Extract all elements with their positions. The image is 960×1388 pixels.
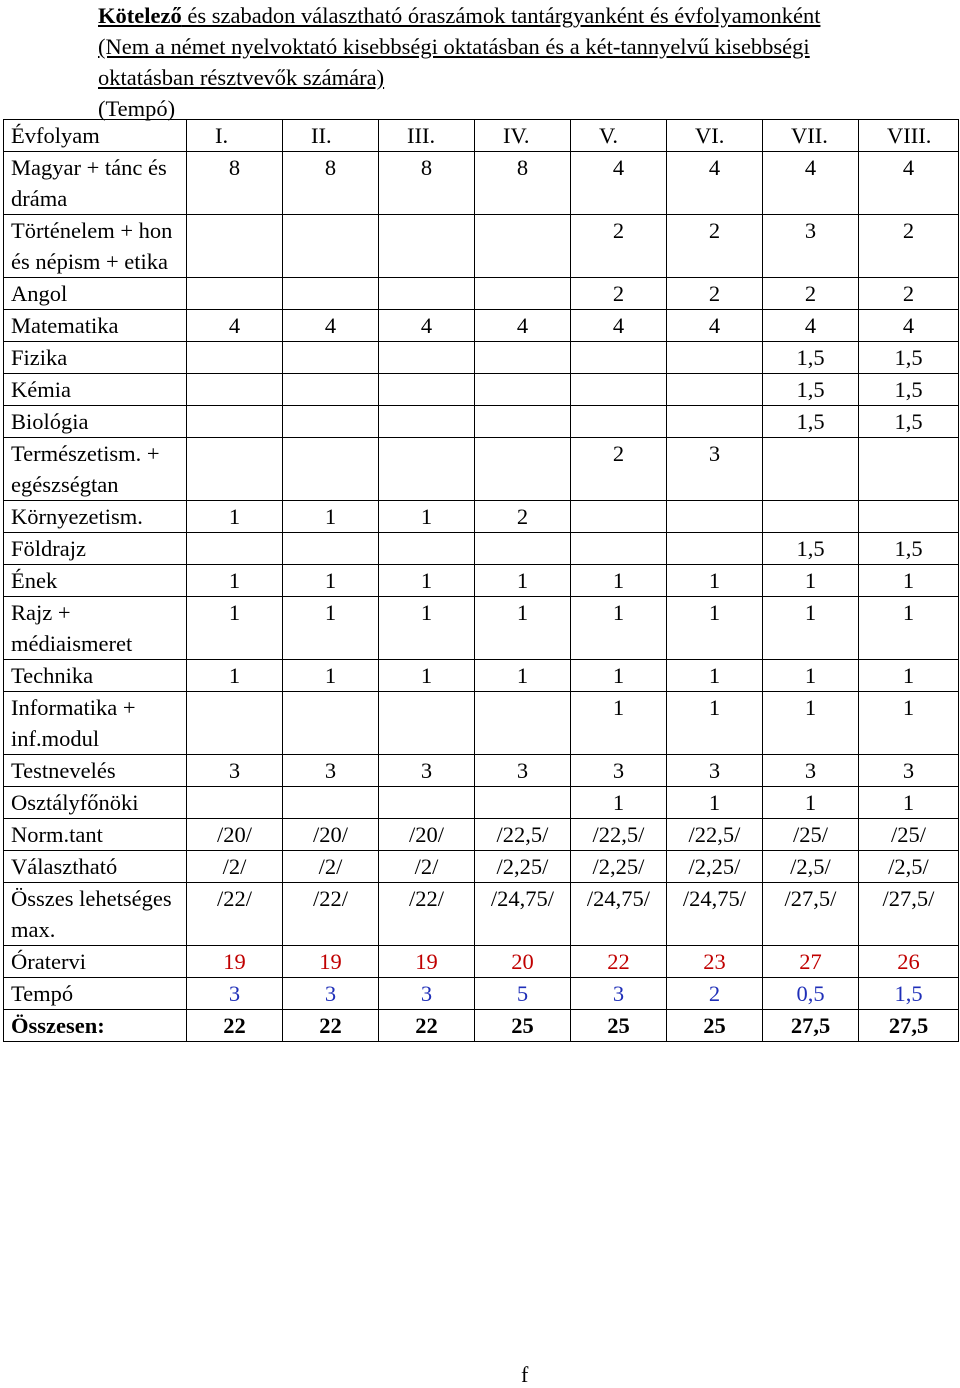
table-row bbox=[4, 215, 959, 278]
hours-cell: 4 bbox=[379, 310, 475, 342]
hours-cell: 3 bbox=[667, 755, 763, 787]
hours-cell: 25 bbox=[475, 1010, 571, 1042]
schedule-table bbox=[3, 119, 959, 1042]
hours-cell: /24,75/ bbox=[475, 883, 571, 946]
hours-cell: 1 bbox=[187, 565, 283, 597]
hours-cell bbox=[283, 787, 379, 819]
hours-cell: 8 bbox=[379, 152, 475, 215]
hours-cell bbox=[475, 278, 571, 310]
hours-cell bbox=[475, 533, 571, 565]
column-header-grade: IV. bbox=[475, 120, 571, 152]
hours-cell: 2 bbox=[763, 278, 859, 310]
hours-cell: 5 bbox=[475, 978, 571, 1010]
hours-cell bbox=[475, 215, 571, 278]
subject-label: Norm.tant bbox=[4, 819, 187, 851]
hours-cell: 3 bbox=[571, 755, 667, 787]
hours-cell: 1 bbox=[667, 692, 763, 755]
hours-cell: /22/ bbox=[283, 883, 379, 946]
hours-cell: 1 bbox=[283, 501, 379, 533]
table-row bbox=[4, 152, 959, 215]
hours-cell: 2 bbox=[571, 438, 667, 501]
hours-cell bbox=[283, 692, 379, 755]
hours-cell: 4 bbox=[571, 152, 667, 215]
hours-cell bbox=[667, 374, 763, 406]
table-row bbox=[4, 819, 959, 851]
hours-cell: /25/ bbox=[859, 819, 959, 851]
hours-cell: 1 bbox=[379, 501, 475, 533]
hours-cell: 1 bbox=[475, 660, 571, 692]
hours-cell: 1 bbox=[763, 660, 859, 692]
hours-cell: 2 bbox=[475, 501, 571, 533]
hours-cell: /2/ bbox=[187, 851, 283, 883]
hours-cell: 4 bbox=[763, 310, 859, 342]
hours-cell: /2,25/ bbox=[667, 851, 763, 883]
subject-label: Angol bbox=[4, 278, 187, 310]
hours-cell bbox=[859, 438, 959, 501]
hours-cell: 25 bbox=[571, 1010, 667, 1042]
table-row bbox=[4, 501, 959, 533]
subject-label: Technika bbox=[4, 660, 187, 692]
hours-cell bbox=[379, 438, 475, 501]
document-header bbox=[98, 0, 958, 124]
hours-cell: 2 bbox=[571, 278, 667, 310]
hours-cell bbox=[571, 533, 667, 565]
hours-cell: /2/ bbox=[283, 851, 379, 883]
hours-cell: 1 bbox=[667, 597, 763, 660]
hours-cell bbox=[667, 406, 763, 438]
hours-cell: 22 bbox=[571, 946, 667, 978]
hours-cell bbox=[187, 342, 283, 374]
hours-cell: 3 bbox=[187, 978, 283, 1010]
hours-cell bbox=[187, 438, 283, 501]
column-header-grade: VII. bbox=[763, 120, 859, 152]
hours-cell bbox=[283, 438, 379, 501]
hours-cell: 19 bbox=[187, 946, 283, 978]
hours-cell: 1 bbox=[283, 597, 379, 660]
hours-cell: 4 bbox=[763, 152, 859, 215]
subject-label: Összesen: bbox=[4, 1010, 187, 1042]
header-line-4: (Tempó) bbox=[98, 96, 176, 121]
hours-cell bbox=[379, 278, 475, 310]
hours-cell: /20/ bbox=[283, 819, 379, 851]
hours-cell: /22/ bbox=[187, 883, 283, 946]
hours-cell bbox=[475, 374, 571, 406]
hours-cell: 1 bbox=[667, 660, 763, 692]
hours-cell bbox=[379, 215, 475, 278]
hours-cell: 1 bbox=[763, 692, 859, 755]
hours-cell bbox=[763, 438, 859, 501]
hours-cell: 3 bbox=[571, 978, 667, 1010]
header-line-2: (Nem a német nyelvoktató kisebbségi oktatásban és a két-tannyelvű kisebbségi bbox=[98, 34, 810, 59]
hours-cell: 2 bbox=[667, 215, 763, 278]
subject-label: Tempó bbox=[4, 978, 187, 1010]
hours-cell: 1,5 bbox=[859, 978, 959, 1010]
table-row bbox=[4, 660, 959, 692]
hours-cell: 27,5 bbox=[763, 1010, 859, 1042]
hours-cell: 1 bbox=[283, 660, 379, 692]
hours-cell: 4 bbox=[571, 310, 667, 342]
hours-cell: 2 bbox=[571, 215, 667, 278]
header-line-1-rest: és szabadon választható óraszámok tantárgyanként és évfolyamonként bbox=[181, 3, 821, 28]
hours-cell: 1 bbox=[571, 660, 667, 692]
hours-cell: 4 bbox=[859, 310, 959, 342]
hours-cell: /24,75/ bbox=[571, 883, 667, 946]
hours-cell: 4 bbox=[667, 310, 763, 342]
hours-cell bbox=[571, 342, 667, 374]
hours-cell: 1 bbox=[475, 565, 571, 597]
hours-cell: 1 bbox=[379, 660, 475, 692]
hours-cell bbox=[571, 406, 667, 438]
hours-cell: 1,5 bbox=[763, 533, 859, 565]
hours-cell bbox=[283, 278, 379, 310]
subject-label: Földrajz bbox=[4, 533, 187, 565]
hours-cell bbox=[763, 501, 859, 533]
column-header-grade: V. bbox=[571, 120, 667, 152]
table-row bbox=[4, 374, 959, 406]
column-header-grade: I. bbox=[187, 120, 283, 152]
hours-cell: 1 bbox=[667, 565, 763, 597]
hours-cell: 1 bbox=[763, 787, 859, 819]
hours-cell: 27 bbox=[763, 946, 859, 978]
hours-cell: 0,5 bbox=[763, 978, 859, 1010]
hours-cell: 3 bbox=[667, 438, 763, 501]
hours-cell: 4 bbox=[187, 310, 283, 342]
hours-cell: 25 bbox=[667, 1010, 763, 1042]
subject-label: Kémia bbox=[4, 374, 187, 406]
hours-cell: 19 bbox=[379, 946, 475, 978]
table-row bbox=[4, 438, 959, 501]
hours-cell bbox=[475, 692, 571, 755]
hours-cell: 3 bbox=[475, 755, 571, 787]
hours-cell bbox=[187, 278, 283, 310]
hours-cell bbox=[187, 406, 283, 438]
hours-cell: /2/ bbox=[379, 851, 475, 883]
hours-cell: 1 bbox=[859, 597, 959, 660]
hours-cell: 4 bbox=[859, 152, 959, 215]
hours-cell bbox=[187, 692, 283, 755]
hours-cell: 1 bbox=[763, 597, 859, 660]
hours-cell: 1 bbox=[187, 501, 283, 533]
subject-label: Testnevelés bbox=[4, 755, 187, 787]
hours-cell: 26 bbox=[859, 946, 959, 978]
hours-cell: 3 bbox=[283, 978, 379, 1010]
hours-cell bbox=[283, 342, 379, 374]
hours-cell: 1,5 bbox=[859, 374, 959, 406]
hours-cell: /2,5/ bbox=[763, 851, 859, 883]
hours-cell bbox=[571, 501, 667, 533]
hours-cell bbox=[859, 501, 959, 533]
hours-cell bbox=[379, 692, 475, 755]
hours-cell: 2 bbox=[859, 278, 959, 310]
hours-cell: 3 bbox=[763, 215, 859, 278]
hours-cell: 27,5 bbox=[859, 1010, 959, 1042]
column-header-grade: VI. bbox=[667, 120, 763, 152]
hours-cell bbox=[283, 406, 379, 438]
hours-cell bbox=[187, 374, 283, 406]
table-row bbox=[4, 310, 959, 342]
hours-cell bbox=[667, 342, 763, 374]
hours-cell: 23 bbox=[667, 946, 763, 978]
hours-cell: 2 bbox=[667, 978, 763, 1010]
hours-cell: 3 bbox=[379, 755, 475, 787]
hours-cell bbox=[379, 787, 475, 819]
subject-label: Természetism. + egészségtan bbox=[4, 438, 187, 501]
hours-cell: /2,5/ bbox=[859, 851, 959, 883]
table-row bbox=[4, 692, 959, 755]
hours-cell: 2 bbox=[859, 215, 959, 278]
hours-cell: 22 bbox=[379, 1010, 475, 1042]
subject-label: Osztályfőnöki bbox=[4, 787, 187, 819]
hours-cell: 22 bbox=[283, 1010, 379, 1042]
table-row bbox=[4, 533, 959, 565]
hours-cell: 2 bbox=[667, 278, 763, 310]
hours-cell: 1 bbox=[187, 597, 283, 660]
table-row bbox=[4, 597, 959, 660]
hours-cell bbox=[475, 342, 571, 374]
header-line-3: oktatásban résztvevők számára) bbox=[98, 65, 385, 90]
hours-cell: 8 bbox=[187, 152, 283, 215]
header-emphasis: Kötelező bbox=[98, 3, 182, 28]
hours-cell: 1 bbox=[379, 565, 475, 597]
hours-cell bbox=[667, 501, 763, 533]
hours-cell: 1 bbox=[475, 597, 571, 660]
hours-cell: 1 bbox=[571, 597, 667, 660]
subject-label: Óratervi bbox=[4, 946, 187, 978]
table-row bbox=[4, 406, 959, 438]
hours-cell: 1 bbox=[379, 597, 475, 660]
hours-cell: 1 bbox=[859, 692, 959, 755]
column-header-label: Évfolyam bbox=[4, 120, 187, 152]
hours-cell: /20/ bbox=[187, 819, 283, 851]
table-row bbox=[4, 1010, 959, 1042]
hours-cell: /22/ bbox=[379, 883, 475, 946]
table-row bbox=[4, 978, 959, 1010]
hours-cell: 3 bbox=[283, 755, 379, 787]
table-row bbox=[4, 851, 959, 883]
hours-cell: /22,5/ bbox=[571, 819, 667, 851]
hours-cell bbox=[187, 215, 283, 278]
hours-cell bbox=[379, 533, 475, 565]
table-row bbox=[4, 787, 959, 819]
hours-cell: /2,25/ bbox=[571, 851, 667, 883]
header-line-1 bbox=[98, 0, 958, 31]
hours-cell: 1 bbox=[763, 565, 859, 597]
hours-cell bbox=[379, 374, 475, 406]
hours-cell: 4 bbox=[667, 152, 763, 215]
hours-cell: 3 bbox=[763, 755, 859, 787]
hours-cell bbox=[379, 342, 475, 374]
hours-cell: 1,5 bbox=[763, 406, 859, 438]
hours-cell: 1,5 bbox=[859, 533, 959, 565]
hours-cell bbox=[187, 533, 283, 565]
hours-cell: /25/ bbox=[763, 819, 859, 851]
hours-cell: 1 bbox=[571, 787, 667, 819]
hours-cell: /27,5/ bbox=[763, 883, 859, 946]
hours-cell bbox=[571, 374, 667, 406]
hours-cell: /27,5/ bbox=[859, 883, 959, 946]
hours-cell: 3 bbox=[859, 755, 959, 787]
hours-cell bbox=[283, 374, 379, 406]
table-row bbox=[4, 883, 959, 946]
subject-label: Összes lehetséges max. bbox=[4, 883, 187, 946]
table-row bbox=[4, 565, 959, 597]
subject-label: Történelem + hon és népism + etika bbox=[4, 215, 187, 278]
hours-cell: 1 bbox=[187, 660, 283, 692]
hours-cell: 19 bbox=[283, 946, 379, 978]
hours-cell: 1 bbox=[667, 787, 763, 819]
subject-label: Biológia bbox=[4, 406, 187, 438]
hours-cell bbox=[667, 533, 763, 565]
table-row bbox=[4, 946, 959, 978]
table-row bbox=[4, 755, 959, 787]
subject-label: Matematika bbox=[4, 310, 187, 342]
hours-cell: 1 bbox=[859, 660, 959, 692]
column-header-grade: III. bbox=[379, 120, 475, 152]
subject-label: Fizika bbox=[4, 342, 187, 374]
hours-cell: 20 bbox=[475, 946, 571, 978]
hours-cell: 22 bbox=[187, 1010, 283, 1042]
hours-cell: /2,25/ bbox=[475, 851, 571, 883]
hours-cell: 4 bbox=[475, 310, 571, 342]
hours-cell bbox=[283, 533, 379, 565]
hours-cell: 1,5 bbox=[763, 374, 859, 406]
subject-label: Informatika + inf.modul bbox=[4, 692, 187, 755]
hours-cell: 1 bbox=[283, 565, 379, 597]
hours-cell bbox=[187, 787, 283, 819]
hours-cell: /24,75/ bbox=[667, 883, 763, 946]
hours-cell bbox=[475, 406, 571, 438]
hours-cell: /20/ bbox=[379, 819, 475, 851]
hours-cell: 1 bbox=[571, 565, 667, 597]
subject-label: Rajz + médiaismeret bbox=[4, 597, 187, 660]
hours-cell: 8 bbox=[475, 152, 571, 215]
hours-cell: 1,5 bbox=[763, 342, 859, 374]
subject-label: Ének bbox=[4, 565, 187, 597]
hours-cell bbox=[475, 787, 571, 819]
subject-label: Választható bbox=[4, 851, 187, 883]
subject-label: Magyar + tánc és dráma bbox=[4, 152, 187, 215]
hours-cell: 1 bbox=[859, 565, 959, 597]
hours-cell: 1,5 bbox=[859, 406, 959, 438]
table-row bbox=[4, 278, 959, 310]
hours-cell bbox=[475, 438, 571, 501]
hours-cell: 3 bbox=[187, 755, 283, 787]
hours-cell: 1 bbox=[571, 692, 667, 755]
hours-cell bbox=[379, 406, 475, 438]
header-row bbox=[4, 120, 959, 152]
hours-cell: 3 bbox=[379, 978, 475, 1010]
schedule-table-body bbox=[4, 120, 959, 1042]
subject-label: Környezetism. bbox=[4, 501, 187, 533]
hours-cell: 8 bbox=[283, 152, 379, 215]
table-row bbox=[4, 342, 959, 374]
column-header-grade: VIII. bbox=[859, 120, 959, 152]
hours-cell bbox=[283, 215, 379, 278]
hours-cell: 1,5 bbox=[859, 342, 959, 374]
hours-cell: /22,5/ bbox=[475, 819, 571, 851]
hours-cell: /22,5/ bbox=[667, 819, 763, 851]
hours-cell: 1 bbox=[859, 787, 959, 819]
footer-mark: f bbox=[521, 1362, 529, 1387]
hours-cell: 4 bbox=[283, 310, 379, 342]
column-header-grade: II. bbox=[283, 120, 379, 152]
